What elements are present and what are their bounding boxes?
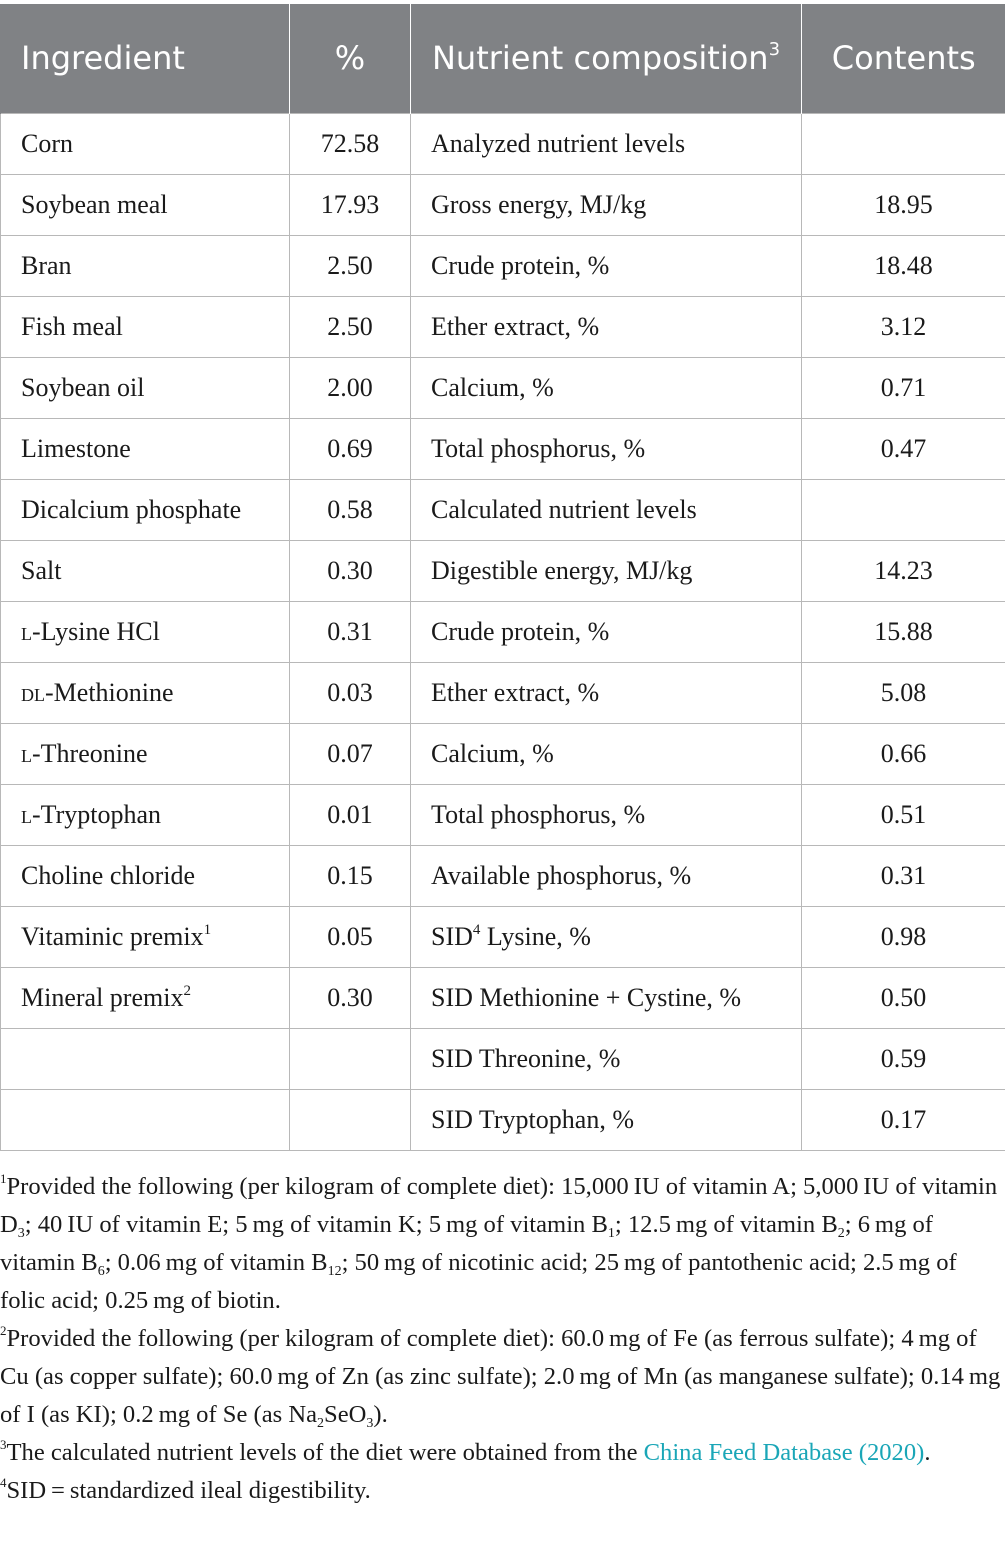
table-row — [1, 968, 1005, 1029]
footnote-2: $^2$Provided the following (per kilogram of complete diet): 60.0 mg of Fe (as ferrous sulfate); 4 mg of Cu (as copper sulfate); 60.0 mg of Zn (as zinc sulfate); 2.0 mg of Mn (as manganese sulfate); 0.14 mg of I (as KI); 0.2 mg of Se (as $Na_2SeO_3$). — [0, 1323, 1001, 1431]
table-row — [1, 907, 1005, 968]
contents-cell: 5.08 — [802, 663, 1005, 724]
percent-cell: 0.05 — [290, 907, 411, 968]
percent-cell: 0.30 — [290, 541, 411, 602]
nutrient-cell: Ether extract, % — [411, 663, 802, 724]
percent-cell: 0.30 — [290, 968, 411, 1029]
table-row — [1, 541, 1005, 602]
contents-cell: 0.50 — [802, 968, 1005, 1029]
ingredient-cell: Vitaminic premix$^1$ — [1, 907, 290, 968]
percent-cell: 72.58 — [290, 114, 411, 175]
china-feed-database-link[interactable]: China Feed Database (2020) — [643, 1439, 925, 1466]
nutrient-cell: Calcium, % — [411, 724, 802, 785]
ingredient-cell: Fish meal — [1, 297, 290, 358]
table-row — [1, 785, 1005, 846]
ingredient-cell: l-Tryptophan — [1, 785, 290, 846]
ingredient-cell: Soybean oil — [1, 358, 290, 419]
contents-cell: 0.51 — [802, 785, 1005, 846]
contents-cell: 0.47 — [802, 419, 1005, 480]
nutrient-cell: Total phosphorus, % — [411, 785, 802, 846]
footnote-mark: 3 — [768, 39, 781, 60]
ingredient-cell: Bran — [1, 236, 290, 297]
percent-cell: 17.93 — [290, 175, 411, 236]
percent-cell: 0.31 — [290, 602, 411, 663]
table-row — [1, 175, 1005, 236]
nutrient-cell: Digestible energy, MJ/kg — [411, 541, 802, 602]
percent-cell: 0.15 — [290, 846, 411, 907]
nutrient-cell: SID Tryptophan, % — [411, 1090, 802, 1151]
nutrient-cell: SID$^4$ Lysine, % — [411, 907, 802, 968]
percent-cell — [290, 1090, 411, 1151]
table-row — [1, 1029, 1005, 1090]
ingredient-cell: Corn — [1, 114, 290, 175]
contents-cell: 0.59 — [802, 1029, 1005, 1090]
table-row — [1, 236, 1005, 297]
percent-cell: 2.50 — [290, 297, 411, 358]
contents-cell: 18.48 — [802, 236, 1005, 297]
contents-cell: 0.71 — [802, 358, 1005, 419]
contents-cell: 15.88 — [802, 602, 1005, 663]
nutrient-cell: Available phosphorus, % — [411, 846, 802, 907]
contents-cell: 18.95 — [802, 175, 1005, 236]
table-row — [1, 419, 1005, 480]
contents-cell: 0.98 — [802, 907, 1005, 968]
nutrient-cell: Crude protein, % — [411, 602, 802, 663]
table-row — [1, 480, 1005, 541]
ingredient-cell: Choline chloride — [1, 846, 290, 907]
footnote-1: $^1$Provided the following (per kilogram of complete diet): 15,000 IU of vitamin A; 5,000 IU of vitamin $D_3$; 40 IU of vitamin E; 5 mg of vitamin K; 5 mg of vitamin $B_1$; 12.5 mg of vitamin $B_2$; 6 mg of vitamin $B_6$; 0.06 mg of vitamin $B_{12}$; 50 mg of nicotinic acid; 25 mg of pantothenic acid; 2.5 mg of folic acid; 0.25 mg of biotin. — [0, 1171, 998, 1314]
diet-composition-table — [0, 4, 1005, 1151]
ingredient-cell: Limestone — [1, 419, 290, 480]
header-nutrient-composition: Nutrient composition$^3$ — [411, 4, 802, 114]
contents-cell: 0.31 — [802, 846, 1005, 907]
percent-cell: 2.00 — [290, 358, 411, 419]
header-ingredient: Ingredient — [1, 4, 290, 114]
ingredient-cell — [1, 1029, 290, 1090]
ingredient-cell: Dicalcium phosphate — [1, 480, 290, 541]
contents-cell: 0.17 — [802, 1090, 1005, 1151]
table-row — [1, 724, 1005, 785]
nutrient-cell: Calculated nutrient levels — [411, 480, 802, 541]
table-row — [1, 602, 1005, 663]
ingredient-cell: Salt — [1, 541, 290, 602]
contents-cell: 3.12 — [802, 297, 1005, 358]
ingredient-cell: l-Threonine — [1, 724, 290, 785]
percent-cell: 2.50 — [290, 236, 411, 297]
table-row — [1, 1090, 1005, 1151]
ingredient-cell: l-Lysine HCl — [1, 602, 290, 663]
nutrient-cell: Analyzed nutrient levels — [411, 114, 802, 175]
table-row — [1, 663, 1005, 724]
table-row — [1, 846, 1005, 907]
table-row — [1, 297, 1005, 358]
nutrient-cell: Calcium, % — [411, 358, 802, 419]
nutrient-cell: Crude protein, % — [411, 236, 802, 297]
ingredient-cell: dl-Methionine — [1, 663, 290, 724]
percent-cell: 0.01 — [290, 785, 411, 846]
ingredient-cell — [1, 1090, 290, 1151]
header-contents: Contents — [802, 4, 1005, 114]
footnote-3: $^3$The calculated nutrient levels of the diet were obtained from the China Feed Database (2020). — [0, 1437, 931, 1466]
nutrient-cell: Ether extract, % — [411, 297, 802, 358]
table-footnotes — [0, 1168, 1005, 1510]
contents-cell — [802, 114, 1005, 175]
nutrient-cell: Total phosphorus, % — [411, 419, 802, 480]
ingredient-cell: Soybean meal — [1, 175, 290, 236]
contents-cell — [802, 480, 1005, 541]
percent-cell — [290, 1029, 411, 1090]
table-row — [1, 358, 1005, 419]
table-header — [1, 4, 1005, 114]
percent-cell: 0.69 — [290, 419, 411, 480]
percent-cell: 0.58 — [290, 480, 411, 541]
table-body — [1, 114, 1005, 1151]
nutrient-cell: SID Methionine + Cystine, % — [411, 968, 802, 1029]
table-row — [1, 114, 1005, 175]
percent-cell: 0.03 — [290, 663, 411, 724]
percent-cell: 0.07 — [290, 724, 411, 785]
nutrient-cell: SID Threonine, % — [411, 1029, 802, 1090]
header-percent: % — [290, 4, 411, 114]
footnote-4: $^4$SID = standardized ileal digestibility. — [0, 1475, 371, 1504]
contents-cell: 14.23 — [802, 541, 1005, 602]
nutrient-cell: Gross energy, MJ/kg — [411, 175, 802, 236]
contents-cell: 0.66 — [802, 724, 1005, 785]
ingredient-cell: Mineral premix$^2$ — [1, 968, 290, 1029]
